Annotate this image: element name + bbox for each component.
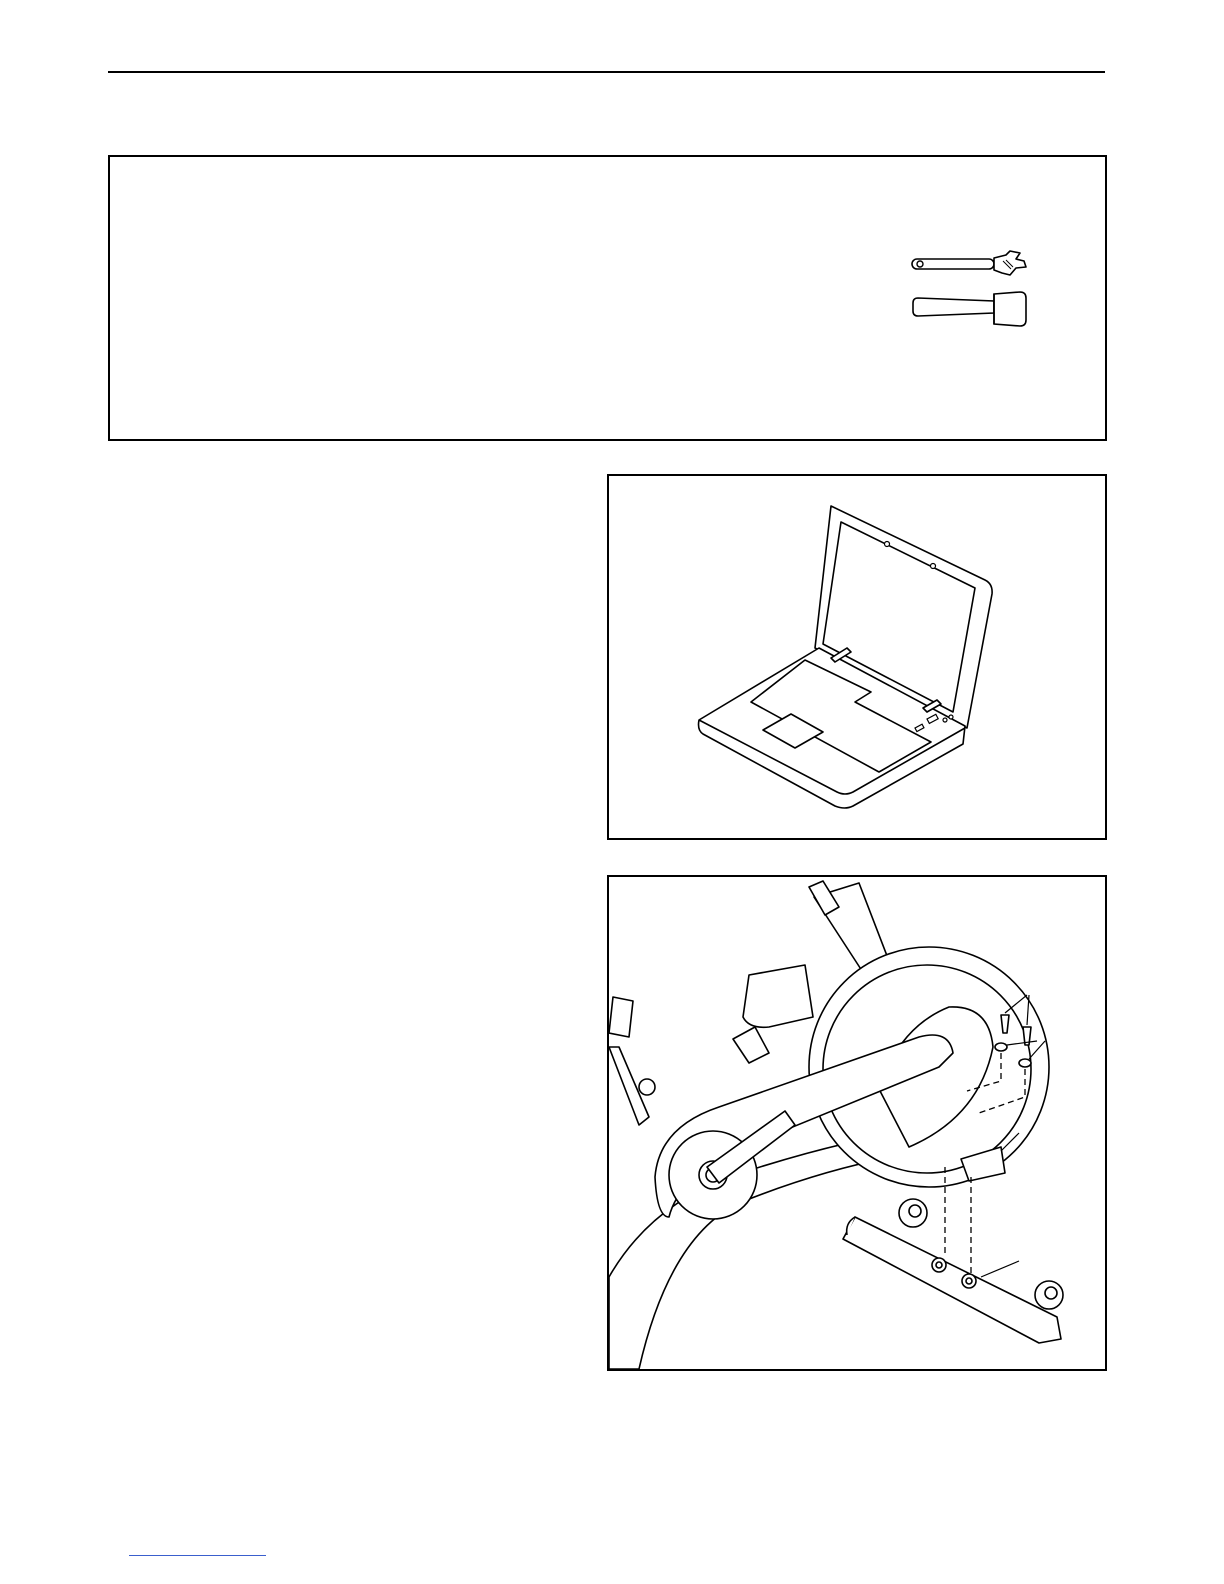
- footer-link-underline[interactable]: [129, 1555, 266, 1556]
- laptop-figure-box: [607, 474, 1107, 840]
- adjustable-wrench-icon: [910, 249, 1030, 279]
- exercise-bike-base-assembly: [609, 877, 1105, 1369]
- laptop-illustration: [609, 476, 1105, 838]
- tools-box: [108, 155, 1107, 441]
- bike-assembly-figure-box: [607, 875, 1107, 1371]
- rubber-mallet-icon: [910, 289, 1030, 329]
- page-top-rule: [108, 71, 1105, 73]
